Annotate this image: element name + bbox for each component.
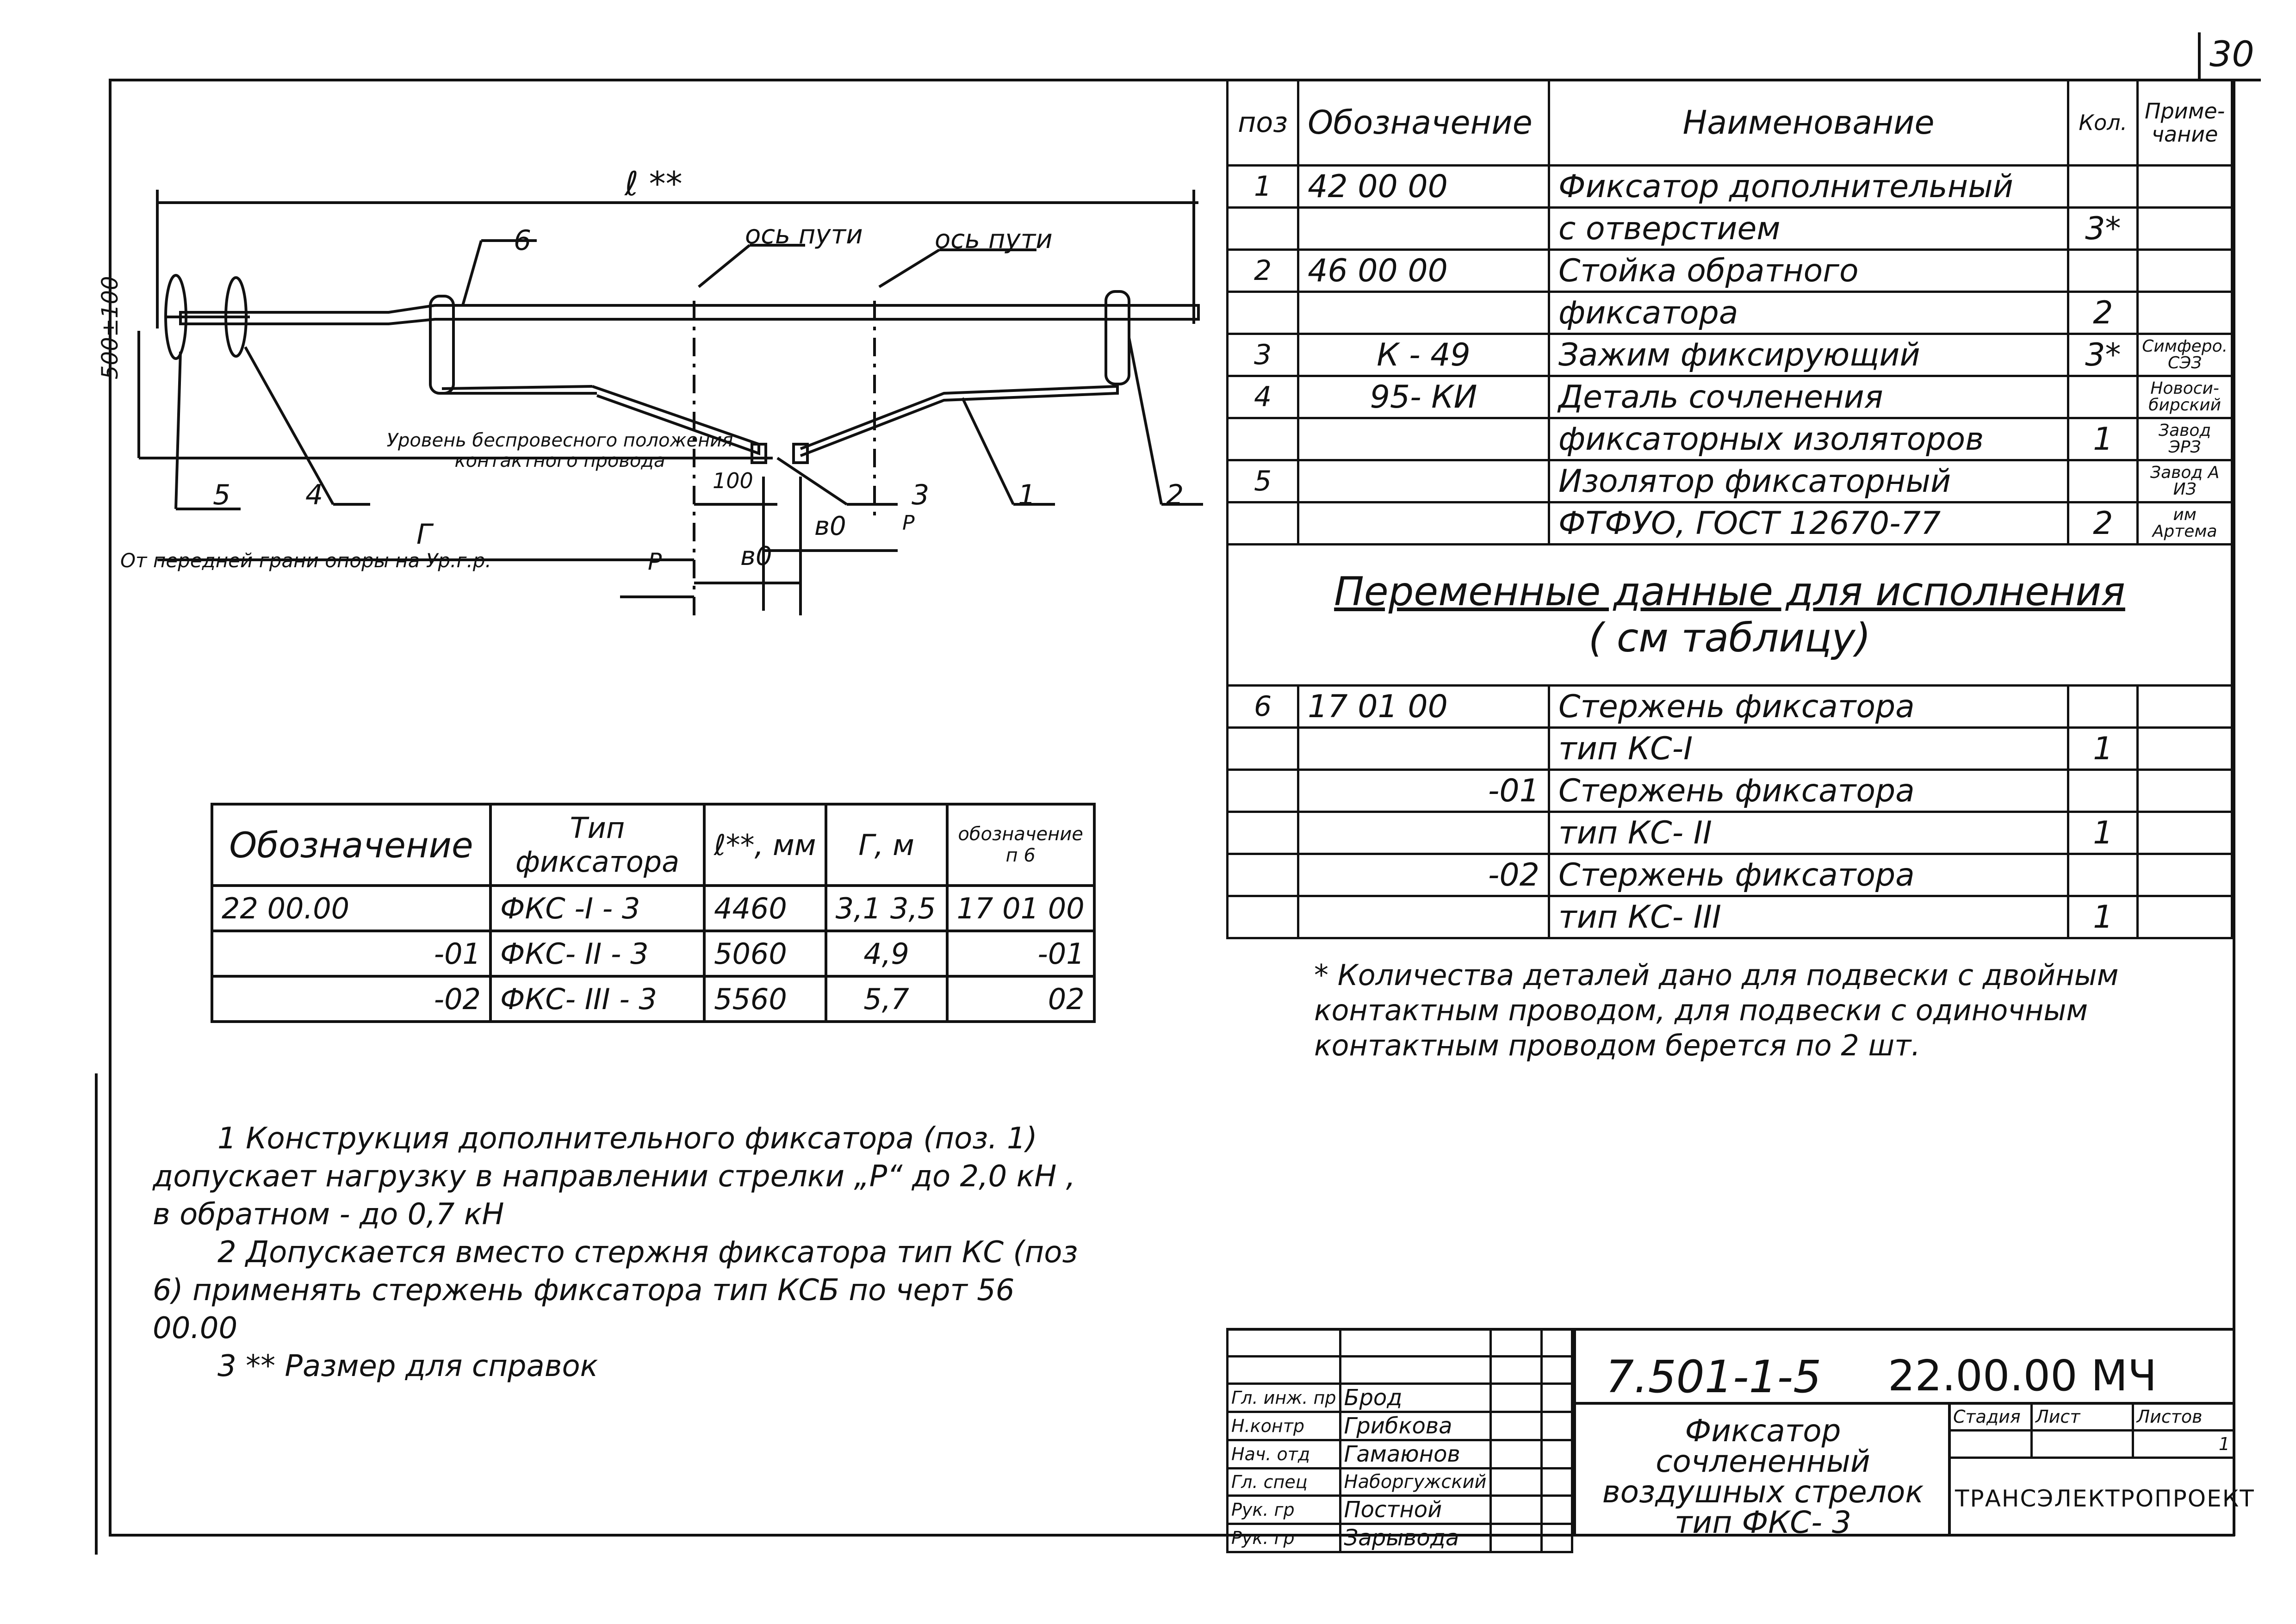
callout-1: 1 <box>1018 479 1036 511</box>
callout-4: 4 <box>305 479 323 511</box>
stage-label: Стадия <box>1949 1403 2032 1431</box>
label-r: Р <box>902 511 915 535</box>
table-row: фиксатора 2 <box>1228 292 2232 334</box>
callout-3: 3 <box>912 479 930 511</box>
table-row: тип КС-I 1 <box>1228 728 2232 770</box>
dim-b0-1: в0 <box>814 511 846 541</box>
table-row: Н.контр Грибкова <box>1228 1412 1572 1440</box>
table-row: 2 46 00 00 Стойка обратного <box>1228 250 2232 292</box>
assembly-drawing <box>111 153 1222 652</box>
note-1: 1 Конструкция дополнительного фиксатора (поз. 1) допускает нагрузку в направлении стрелки „Р“ до 2,0 кН , в обратном - до 0,7 кН <box>153 1122 1076 1232</box>
table-row: с отверстием 3* <box>1228 208 2232 250</box>
title-block-roles <box>1226 1328 1573 1553</box>
axis-label-1: ось пути <box>745 220 863 250</box>
callout-2: 2 <box>1166 479 1184 511</box>
lower-rod-right <box>800 386 1117 456</box>
variant-header-row: Обозначение Тип фиксатора ℓ**, мм Г, м обозначение п 6 <box>212 804 1094 886</box>
sheet-count: 1 <box>2133 1431 2234 1458</box>
callout-6: 6 <box>514 224 532 257</box>
doc-number: 22.00.00 МЧ <box>1888 1351 2157 1401</box>
note-3: 3 ** Размер для справок <box>217 1349 598 1383</box>
main-rod <box>180 305 1198 324</box>
dim-100: 100 <box>713 468 753 493</box>
dim-b0-2: в0 <box>740 541 772 571</box>
table-row: 6 17 01 00 Стержень фиксатора <box>1228 686 2232 728</box>
dim-l-label: ℓ ** <box>625 164 683 203</box>
specification-table <box>1226 79 2233 939</box>
table-row: 4 95- КИ Деталь сочленения Новоси-бирский <box>1228 376 2232 418</box>
dim-vertical-label: 500±100 <box>97 276 123 379</box>
table-row: 1 42 00 00 Фиксатор дополнительный <box>1228 166 2232 208</box>
table-row: ФТФУО, ГОСТ 12670-77 2 им Артема <box>1228 502 2232 545</box>
variant-table <box>211 803 1096 1023</box>
table-row: Рук. гр Зарывода <box>1228 1524 1572 1552</box>
variable-data-title: Переменные данные для исполнения <box>1334 569 2125 615</box>
spec-header-note: Приме-чание <box>2138 80 2232 166</box>
binding-edge <box>95 1073 98 1555</box>
spec-header-name: Наименование <box>1549 80 2068 166</box>
label-p: Р <box>648 548 662 575</box>
stage-sheet-table <box>1948 1402 2235 1459</box>
variable-data-header <box>1228 545 2232 686</box>
spec-header-pos: поз <box>1228 80 1298 166</box>
table-row: Рук. гр Постной <box>1228 1496 1572 1524</box>
table-row: -02 ФКС- III - 3 5560 5,7 02 <box>212 976 1094 1022</box>
table-row: Нач. отд Гамаюнов <box>1228 1440 1572 1469</box>
spec-header-row <box>1228 80 2232 166</box>
table-row: -01 Стержень фиксатора <box>1228 770 2232 812</box>
table-row: -02 Стержень фиксатора <box>1228 854 2232 896</box>
table-row: 5 Изолятор фиксаторный Завод А ИЗ <box>1228 460 2232 502</box>
from-support-label: От передней грани опоры на Ур.г.р. <box>120 549 491 572</box>
spec-header-qty: Кол. <box>2068 80 2138 166</box>
note-2: 2 Допускается вместо стержня фиксатора тип КС (поз 6) применять стержень фиксатора тип КСБ по черт 56 00.00 <box>153 1235 1078 1345</box>
bracket-left <box>430 296 453 393</box>
table-row: 3 К - 49 Зажим фиксирующий 3* Симферо. СЭЗ <box>1228 334 2232 376</box>
level-label: Уровень беспровесного положения контактного провода <box>386 430 733 471</box>
table-row: тип КС- II 1 <box>1228 812 2232 854</box>
table-row: Гл. спец Наборгужский <box>1228 1469 1572 1496</box>
table-row: Гл. инж. пр Брод <box>1228 1384 1572 1412</box>
axis-label-2: ось пути <box>935 224 1053 254</box>
variable-data-subtitle: ( см таблицу) <box>1588 615 1871 661</box>
organization: ТРАНСЭЛЕКТРОПРОЕКТ <box>1955 1485 2255 1512</box>
notes <box>153 1120 1078 1385</box>
table-row: -01 ФКС- II - 3 5060 4,9 -01 <box>212 931 1094 976</box>
sheets-label: Листов <box>2133 1403 2234 1431</box>
drawing-title: Фиксатор сочлененный воздушных стрелок тип ФКС- 3 <box>1602 1413 1924 1540</box>
table-row: фиксаторных изоляторов 1 Завод ЭРЗ <box>1228 418 2232 460</box>
doc-code: 7.501-1-5 <box>1606 1351 1822 1403</box>
title-block-divider-v <box>1573 1328 1576 1536</box>
sheet-label: Лист <box>2032 1403 2133 1431</box>
sheet-number: 30 <box>2209 33 2254 74</box>
footnote: * Количества деталей дано для подвески с двойным контактным проводом, для подвески с одиночным контактным проводом берется по 2 шт. <box>1314 958 2119 1062</box>
spec-header-designation: Обозначение <box>1298 80 1549 166</box>
table-row: 22 00.00 ФКС -I - 3 4460 3,1 3,5 17 01 00 <box>212 886 1094 931</box>
table-row: тип КС- III 1 <box>1228 896 2232 938</box>
callout-5: 5 <box>213 479 231 511</box>
label-g: Г <box>416 518 432 551</box>
